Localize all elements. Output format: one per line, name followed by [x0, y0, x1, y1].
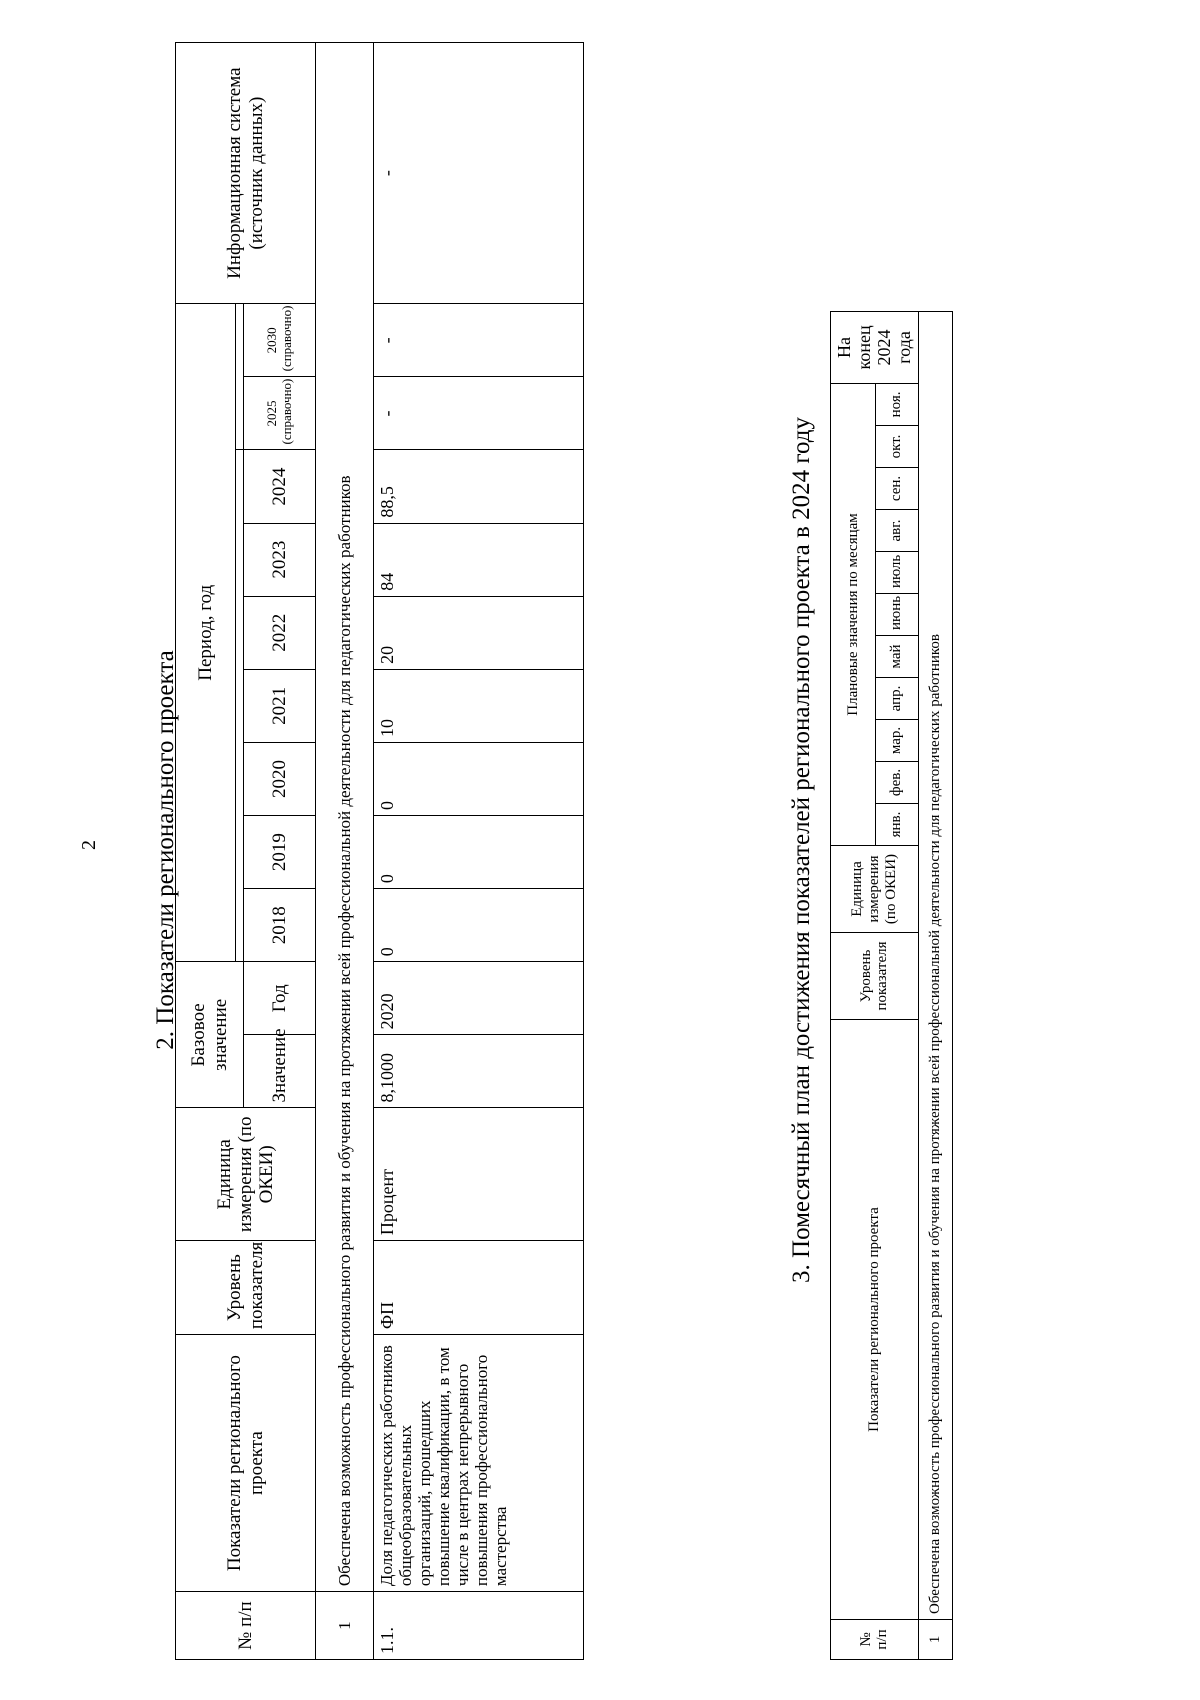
row-name: Доля педагогических работников общеобразовательных организаций, прошедших повышение квалификации, в том числе в центрах непрерывного повышения профессионального мастерства	[374, 1335, 584, 1592]
monthly-plan-table	[830, 0, 953, 1660]
row-value: -	[374, 304, 584, 377]
row-level: ФП	[374, 1241, 584, 1335]
header-level: Уровень показателя	[176, 1241, 316, 1335]
header-year: 2023	[244, 523, 316, 596]
header-info: Информационная система (источник данных)	[176, 43, 316, 304]
row-info: -	[374, 43, 584, 304]
header-month: мар.	[875, 720, 918, 762]
header-months-group: Плановые значения по месяцам	[831, 383, 876, 845]
table-row	[374, 43, 584, 1660]
header-base: Базовое значение	[176, 962, 244, 1108]
row-value: 88,5	[374, 450, 584, 523]
group-row-text: Обеспечена возможность профессионального развития и обучения на протяжении всей профессиональной деятельности для педагогических работников	[918, 311, 952, 1619]
header-year-end: На конец 2024 года	[831, 311, 919, 383]
row-value: 0	[374, 742, 584, 815]
header-month: сен.	[875, 468, 918, 510]
header-year: 2021	[244, 669, 316, 742]
header-month: июнь	[875, 594, 918, 636]
header-month: фев.	[875, 762, 918, 804]
row-value: 0	[374, 816, 584, 889]
header-year: 2025 (справочно)	[244, 377, 316, 450]
header-month: ноя.	[875, 383, 918, 425]
header-name: Показатели регионального проекта	[176, 1335, 316, 1592]
header-num: № п/п	[831, 1620, 919, 1660]
header-year: 2020	[244, 742, 316, 815]
header-year: 2030 (справочно)	[244, 304, 316, 377]
header-month: апр.	[875, 678, 918, 720]
header-unit: Единица измерения (по ОКЕИ)	[831, 846, 919, 933]
header-month: окт.	[875, 426, 918, 468]
row-value: 10	[374, 669, 584, 742]
row-value: 84	[374, 523, 584, 596]
row-num: 1.1.	[374, 1592, 584, 1660]
header-year: 2018	[244, 889, 316, 962]
header-year: 2022	[244, 596, 316, 669]
row-unit: Процент	[374, 1108, 584, 1241]
header-period: Период, год	[176, 304, 236, 962]
header-num: № п/п	[176, 1592, 316, 1660]
header-name: Показатели регионального проекта	[831, 1020, 919, 1620]
header-month: июль	[875, 552, 918, 594]
header-year: 2019	[244, 816, 316, 889]
row-value: 0	[374, 889, 584, 962]
header-month: авг.	[875, 510, 918, 552]
section3-title: 3. Помесячный план достижения показателей регионального проекта в 2024 году	[788, 417, 815, 1283]
header-month: май	[875, 636, 918, 678]
header-unit: Единица измерения (по ОКЕИ)	[176, 1108, 316, 1241]
header-base-year: Год	[244, 962, 316, 1035]
section2-title: 2. Показатели регионального проекта	[152, 650, 179, 1050]
group-row-num: 1	[316, 1592, 374, 1660]
header-month: янв.	[875, 804, 918, 846]
row-base-year: 2020	[374, 962, 584, 1035]
row-base-value: 8,1000	[374, 1035, 584, 1108]
indicators-table	[175, 42, 584, 1660]
header-year: 2024	[244, 450, 316, 523]
group-row-text: Обеспечена возможность профессионального развития и обучения на протяжении всей профессиональной деятельности для педагогических работников	[316, 43, 374, 1592]
row-value: -	[374, 377, 584, 450]
header-base-value: Значение	[244, 1035, 316, 1108]
page-number: 2	[78, 840, 100, 850]
group-row-num: 1	[918, 1620, 952, 1660]
header-level: Уровень показателя	[831, 933, 919, 1020]
row-value: 20	[374, 596, 584, 669]
